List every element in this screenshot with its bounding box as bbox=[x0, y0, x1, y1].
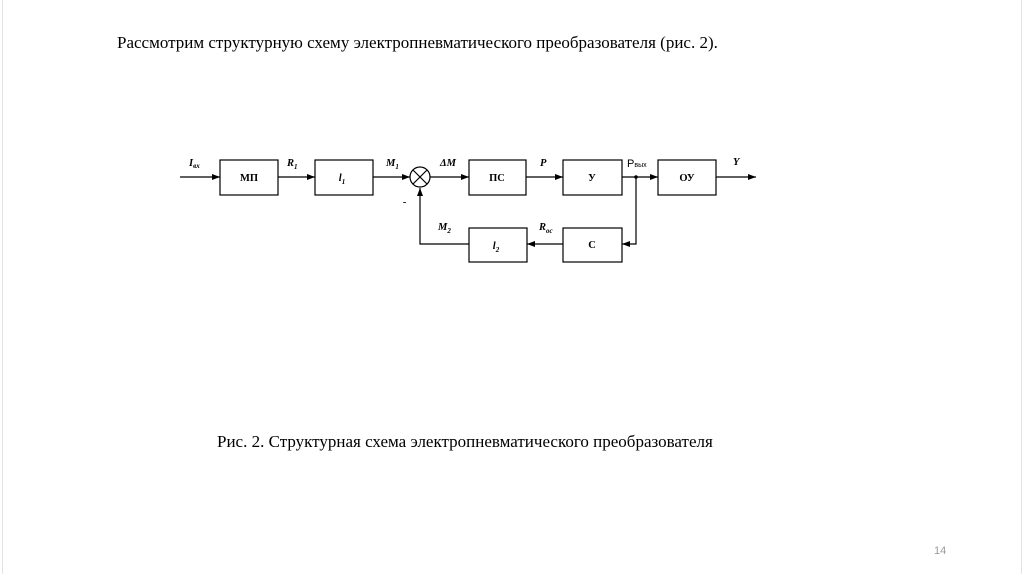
signal-p-out-subscript: вых bbox=[634, 162, 647, 169]
figure-caption: Рис. 2. Структурная схема электропневматического преобразователя bbox=[217, 432, 713, 451]
block-u bbox=[563, 160, 622, 195]
branch-point bbox=[634, 175, 638, 179]
block-l1-label: l bbox=[338, 173, 342, 184]
signal-p: P bbox=[540, 158, 547, 169]
signal-m2-subscript: 2 bbox=[447, 227, 451, 235]
page-number: 14 bbox=[934, 545, 947, 557]
signal-m2 bbox=[437, 222, 451, 235]
block-l2 bbox=[469, 228, 527, 262]
block-mp bbox=[220, 160, 278, 195]
signal-m1-label: M bbox=[386, 158, 396, 169]
signal-y: Y bbox=[733, 157, 740, 168]
summing-junction bbox=[410, 167, 430, 187]
block-mp-label: МП bbox=[239, 173, 259, 184]
signal-m2-label: M bbox=[438, 222, 448, 233]
block-l1 bbox=[315, 160, 373, 195]
signal-r1-subscript: 1 bbox=[294, 163, 298, 171]
signal-i-in bbox=[188, 158, 200, 170]
signal-i-in-subscript: вх bbox=[193, 162, 200, 170]
slide-heading: Рассмотрим структурную схему электропневматического преобразователя (рис. 2). bbox=[117, 33, 718, 52]
block-ou bbox=[658, 160, 716, 195]
signal-p-out-label: P bbox=[627, 158, 635, 170]
signal-r1-label: R bbox=[287, 158, 295, 169]
signal-r-os-subscript: ос bbox=[546, 227, 553, 235]
signal-delta-m: ΔM bbox=[440, 158, 456, 169]
signal-m1 bbox=[385, 158, 399, 171]
block-s-label: С bbox=[588, 240, 596, 251]
signal-r1 bbox=[286, 158, 298, 171]
block-ps bbox=[469, 160, 526, 195]
block-s bbox=[563, 228, 622, 262]
signal-r-os bbox=[538, 222, 553, 235]
block-l2-label: l bbox=[492, 241, 496, 252]
signal-r-os-label: R bbox=[539, 222, 547, 233]
summing-minus-sign: - bbox=[403, 197, 407, 208]
signal-i-in-label: I bbox=[189, 158, 194, 169]
arrow-l2-to-summer bbox=[420, 188, 469, 244]
signal-m1-subscript: 1 bbox=[395, 163, 399, 171]
block-u-label: У bbox=[588, 173, 596, 184]
block-l1-subscript: 1 bbox=[341, 178, 346, 186]
arrow-branch-to-s bbox=[622, 177, 636, 244]
block-ou-label: ОУ bbox=[679, 173, 695, 184]
signal-p-out bbox=[627, 158, 647, 170]
block-ps-label: ПС bbox=[489, 173, 505, 184]
block-l2-subscript: 2 bbox=[495, 246, 500, 254]
